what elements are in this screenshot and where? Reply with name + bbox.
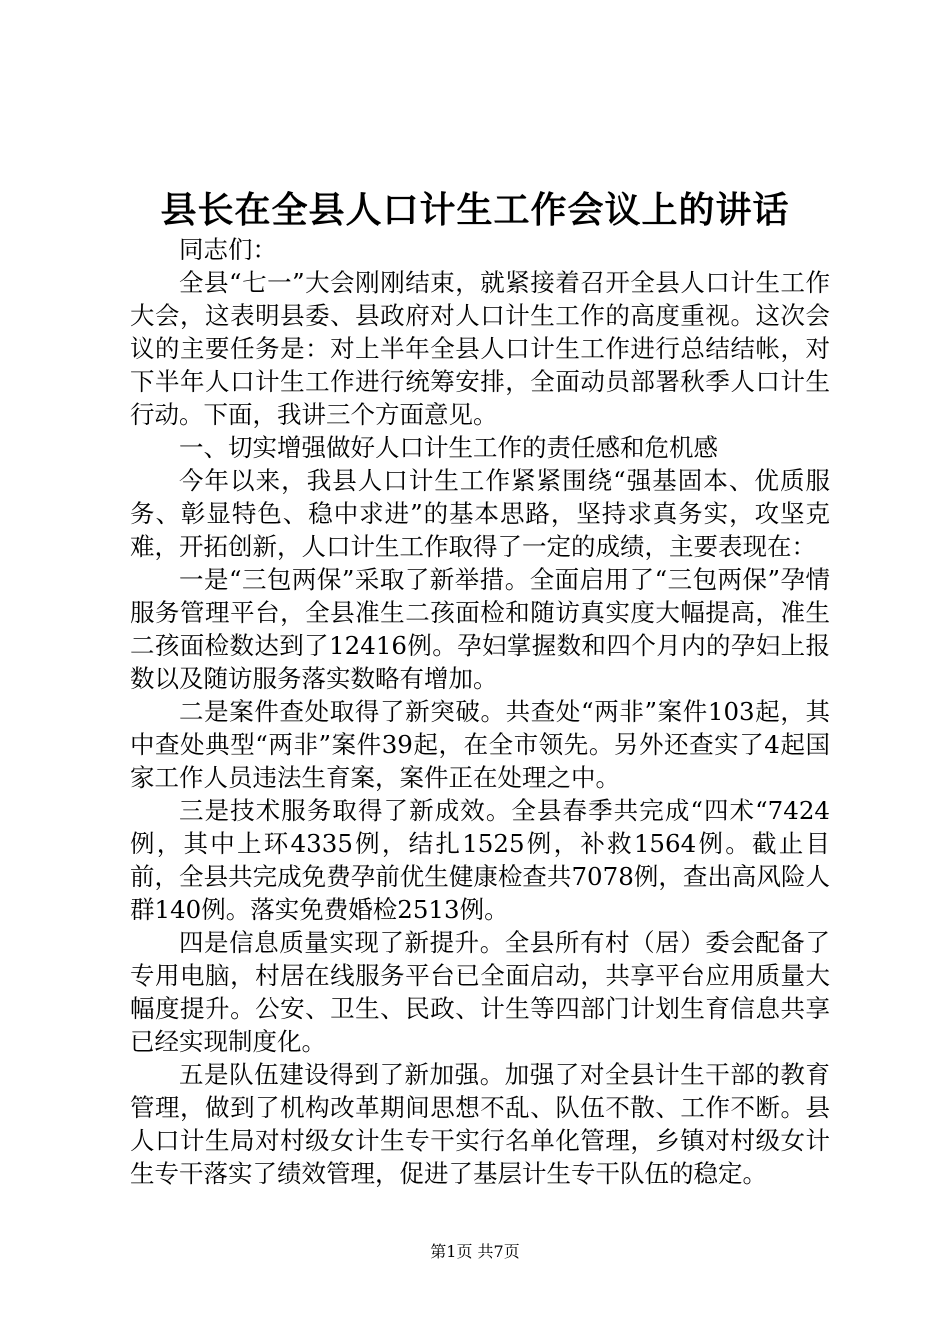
- section-heading-1: 一、切实增强做好人口计生工作的责任感和危机感: [179, 433, 718, 462]
- paragraph-point-5: 五是队伍建设得到了新加强。加强了对全县计生干部的教育管理，做到了机构改革期间思想不乱、队伍不散、工作不断。县人口计生局对村级女计生专干实行名单化管理，乡镇对村级女计生专干落实了绩效管理，促进了基层计生专干队伍的稳定。: [130, 1060, 830, 1188]
- document-title: 县长在全县人口计生工作会议上的讲话: [160, 189, 790, 231]
- page-footer: 第1页 共7页: [430, 1242, 520, 1261]
- paragraph-summary: 今年以来，我县人口计生工作紧紧围绕“强基固本、优质服务、彰显特色、稳中求进”的基本思路，坚持求真务实，攻坚克难，开拓创新，人口计生工作取得了一定的成绩，主要表现在：: [130, 466, 830, 561]
- paragraph-point-4: 四是信息质量实现了新提升。全县所有村（居）委会配备了专用电脑，村居在线服务平台已全面启动，共享平台应用质量大幅度提升。公安、卫生、民政、计生等四部门计划生育信息共享已经实现制度化。: [130, 928, 830, 1056]
- paragraph-intro: 全县“七一”大会刚刚结束，就紧接着召开全县人口计生工作大会，这表明县委、县政府对人口计生工作的高度重视。这次会议的主要任务是：对上半年全县人口计生工作进行总结结帐，对下半年人口计生工作进行统筹安排，全面动员部署秋季人口计生行动。下面，我讲三个方面意见。: [130, 268, 830, 429]
- document-body: [130, 233, 830, 1190]
- paragraph-point-2: 二是案件查处取得了新突破。共查处“两非”案件103起，其中查处典型“两非”案件39起，在全市领先。另外还查实了4起国家工作人员违法生育案，案件正在处理之中。: [130, 697, 830, 792]
- paragraph-point-3: 三是技术服务取得了新成效。全县春季共完成“四术“7424例，其中上环4335例，结扎1525例，补救1564例。截止目前，全县共完成免费孕前优生健康检查共7078例，查出高风险人群140例。落实免费婚检2513例。: [130, 796, 830, 924]
- paragraph-salutation: 同志们：: [179, 235, 277, 264]
- paragraph-point-1: 一是“三包两保”采取了新举措。全面启用了“三包两保”孕情服务管理平台，全县准生二孩面检和随访真实度大幅提高，准生二孩面检数达到了12416例。孕妇掌握数和四个月内的孕妇上报数以及随访服务落实数略有增加。: [130, 565, 830, 693]
